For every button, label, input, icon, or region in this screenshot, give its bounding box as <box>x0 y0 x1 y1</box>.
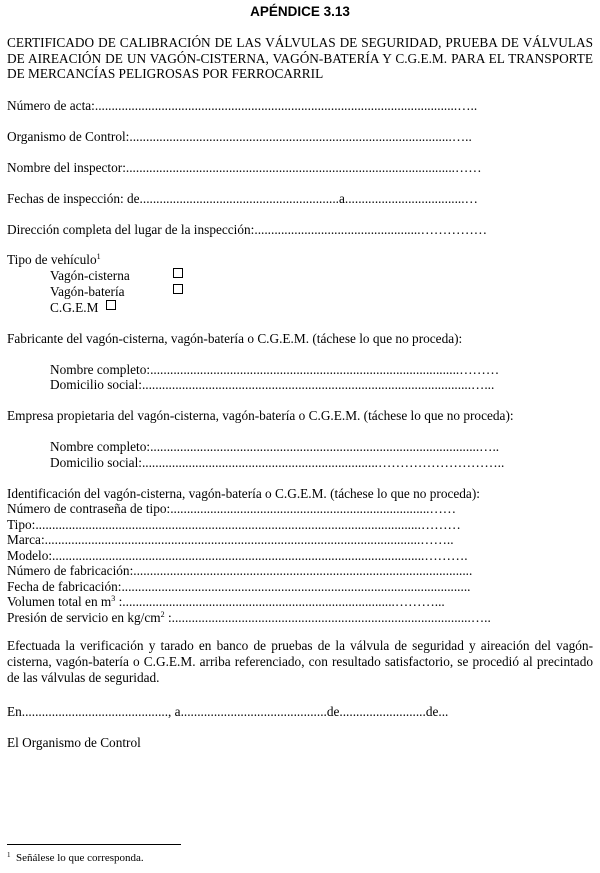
certificate-title: CERTIFICADO DE CALIBRACIÓN DE LAS VÁLVULAS DE SEGURIDAD, PRUEBA DE VÁLVULAS DE AIREACIÓN DE UN VAGÓN-CISTERNA, VAGÓN-BATERÍA Y C.G.E.M. PARA EL TRANSPORTE DE MERCANCÍAS PELIGROSAS POR FERROCARRIL <box>7 35 593 81</box>
place-date-field[interactable]: En............................................, a............................................de..........................de... <box>7 704 449 719</box>
nombre-inspector-field[interactable]: Nombre del inspector:...................................................................................................…… <box>7 160 482 175</box>
organismo-control-field[interactable]: Organismo de Control:.................................................................................................….. <box>7 129 472 144</box>
option-vagon-bateria <box>50 285 125 298</box>
fabricante-domicilio-field[interactable]: Domicilio social:...................................................................................................…... <box>50 377 495 392</box>
signature-organismo: El Organismo de Control <box>7 735 141 750</box>
contrasena-field[interactable]: Número de contraseña de tipo:..............................................................................…… <box>7 501 457 516</box>
tipo-vehiculo-text: Tipo de vehículo <box>7 252 97 267</box>
presion-exponent: 2 <box>160 610 165 619</box>
option-label: Vagón-batería <box>50 284 125 299</box>
footnote-ref: 1 <box>96 252 101 261</box>
marca-field[interactable]: Marca:.................................................................................................................…….. <box>7 532 454 547</box>
modelo-field[interactable]: Modelo:................................................................................................................………. <box>7 548 468 563</box>
appendix-header: APÉNDICE 3.13 <box>250 4 350 19</box>
volumen-field[interactable] <box>7 595 445 608</box>
fabricante-heading: Fabricante del vagón-cisterna, vagón-batería o C.G.E.M. (táchese lo que no proceda): <box>7 331 463 346</box>
option-cgem <box>50 301 98 314</box>
empresa-nombre-field[interactable]: Nombre completo:...................................................................................................….. <box>50 439 500 454</box>
fabricante-nombre-field[interactable]: Nombre completo:.............................................................................................……… <box>50 362 500 377</box>
checkbox-vagon-bateria[interactable] <box>173 284 183 294</box>
direccion-inspeccion-field[interactable]: Dirección completa del lugar de la inspección:..................................................…………… <box>7 222 488 237</box>
fecha-fabricacion-field[interactable]: Fecha de fabricación:......................................................................................................... <box>7 579 471 594</box>
identificacion-heading: Identificación del vagón-cisterna, vagón-batería o C.G.E.M. (táchese lo que no proceda): <box>7 486 480 501</box>
footnote-mark: 1 <box>7 851 11 859</box>
footnote-text: Señálese lo que corresponda. <box>16 852 144 864</box>
empresa-heading: Empresa propietaria del vagón-cisterna, vagón-batería o C.G.E.M. (táchese lo que no proceda): <box>7 408 514 423</box>
empresa-domicilio-field[interactable]: Domicilio social:.......................................................................……………………….. <box>50 455 505 470</box>
footnote-divider <box>7 844 181 845</box>
volumen-exponent: 3 <box>111 594 116 603</box>
checkbox-cgem[interactable] <box>106 300 116 310</box>
presion-label: Presión de servicio en kg/cm <box>7 610 161 625</box>
numero-acta-field[interactable]: Número de acta:.............................................................................................................….. <box>7 98 478 113</box>
checkbox-vagon-cisterna[interactable] <box>173 268 183 278</box>
option-label: C.G.E.M <box>50 300 99 315</box>
volumen-dots: :..................................................................................………... <box>115 594 445 609</box>
tipo-field[interactable]: Tipo:....................................................................................................................……… <box>7 517 461 532</box>
numero-fabricacion-field[interactable]: Número de fabricación:...................................................................................................... <box>7 563 473 578</box>
option-label: Vagón-cisterna <box>50 268 130 283</box>
presion-dots: :..........................................................................................….. <box>164 610 491 625</box>
verification-paragraph: Efectuada la verificación y tarado en banco de pruebas de la válvula de seguridad y aireación del vagón-cisterna, vagón-batería o C.G.E.M. arriba referenciado, con resultado satisfactorio, se procedió al precintado de las válvulas de seguridad. <box>7 638 593 685</box>
tipo-vehiculo-label <box>7 253 101 266</box>
volumen-label: Volumen total en m <box>7 594 112 609</box>
presion-field[interactable] <box>7 611 491 624</box>
footnote <box>7 853 144 864</box>
option-vagon-cisterna <box>50 269 130 282</box>
fechas-inspeccion-field[interactable]: Fechas de inspección: de............................................................a....................................… <box>7 191 478 206</box>
